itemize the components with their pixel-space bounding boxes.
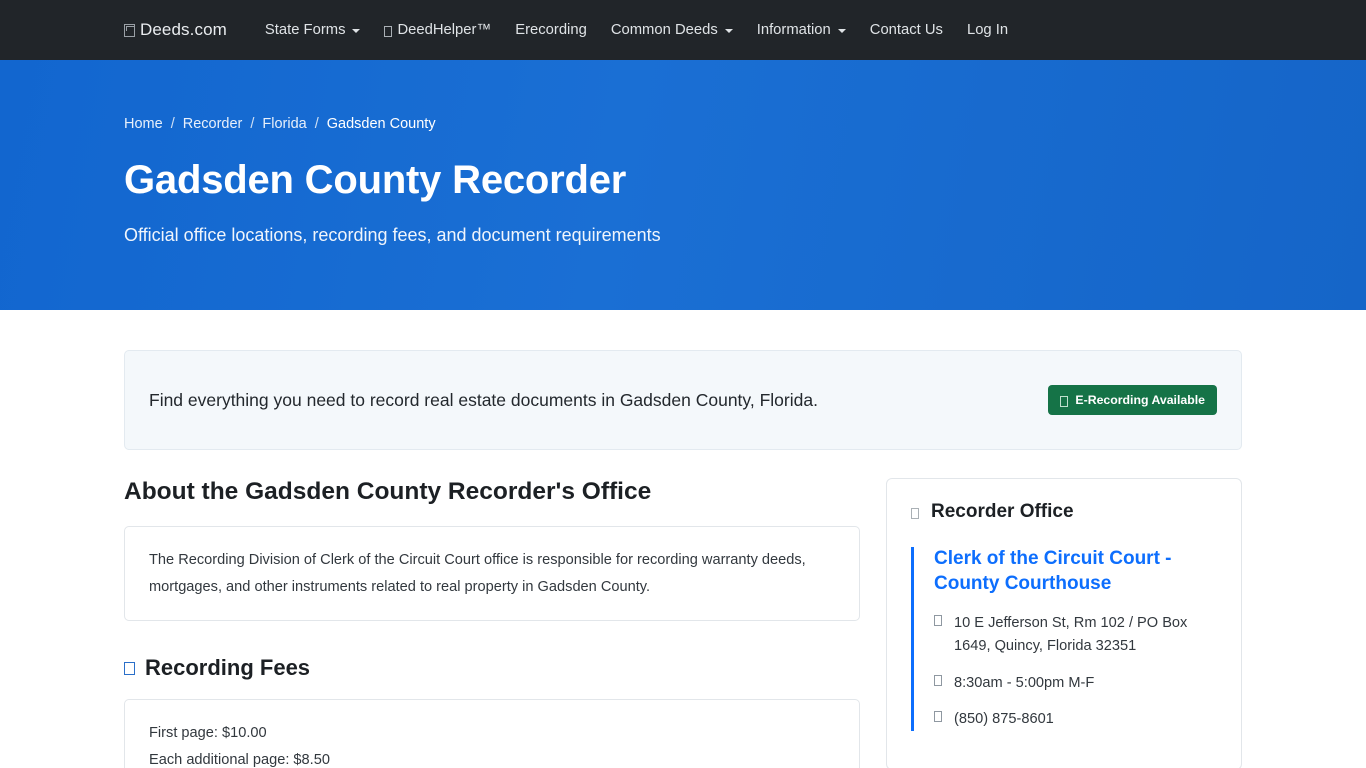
document-icon <box>124 662 135 675</box>
clock-icon <box>934 675 942 686</box>
about-card <box>124 526 860 621</box>
office-hours-row <box>934 672 1217 695</box>
nav-label: Erecording <box>515 22 587 38</box>
nav-label: DeedHelper™ <box>397 22 492 38</box>
recorder-office-heading-label: Recorder Office <box>931 501 1074 522</box>
brand-label: Deeds.com <box>140 20 227 39</box>
office-phone-row <box>934 708 1217 731</box>
main-navbar <box>0 0 1366 60</box>
nav-label: Log In <box>966 22 1009 38</box>
office-details <box>911 547 1217 731</box>
page-content <box>0 350 1366 768</box>
main-column <box>124 478 860 768</box>
intro-banner <box>124 350 1242 450</box>
nav-item-common-deeds[interactable] <box>599 22 745 38</box>
intro-banner-text: Find everything you need to record real estate documents in Gadsden County, Florida. <box>149 389 818 410</box>
phone-icon <box>934 711 942 722</box>
breadcrumb-item-current: Gadsden County <box>326 116 436 132</box>
office-name[interactable]: Clerk of the Circuit Court - County Courthouse <box>934 548 1172 594</box>
site-logo[interactable] <box>124 20 227 40</box>
breadcrumb-item-recorder[interactable]: Recorder <box>182 116 243 132</box>
sidebar-column <box>886 478 1242 768</box>
chevron-down-icon <box>838 29 846 33</box>
office-address-row <box>934 612 1217 657</box>
building-icon <box>911 508 919 519</box>
page-title: Gadsden County Recorder <box>124 158 627 202</box>
recorder-office-heading <box>911 501 1217 523</box>
status-badge-erecording[interactable] <box>1048 385 1217 415</box>
recorder-office-card <box>886 478 1242 768</box>
breadcrumb-separator: / <box>170 116 175 132</box>
breadcrumb-separator: / <box>250 116 255 132</box>
office-hours: 8:30am - 5:00pm M-F <box>954 674 1095 691</box>
nav-label: Common Deeds <box>610 22 718 38</box>
chevron-down-icon <box>352 29 360 33</box>
nav-links <box>253 22 1020 38</box>
office-phone[interactable]: (850) 875-8601 <box>954 711 1054 728</box>
location-pin-icon <box>934 615 942 626</box>
breadcrumb-separator: / <box>314 116 319 132</box>
nav-item-information[interactable] <box>745 22 858 38</box>
fees-heading <box>124 655 860 681</box>
fees-card <box>124 699 860 768</box>
office-address: 10 E Jefferson St, Rm 102 / PO Box 1649, Quincy, Florida 32351 <box>954 615 1188 654</box>
breadcrumb-item-florida[interactable]: Florida <box>262 116 307 132</box>
status-badge-label: E-Recording Available <box>1075 393 1205 407</box>
nav-item-deedhelper[interactable] <box>372 22 503 38</box>
chevron-down-icon <box>725 29 733 33</box>
fees-heading-label: Recording Fees <box>145 655 311 681</box>
nav-item-log-in[interactable] <box>955 22 1020 38</box>
nav-label: State Forms <box>264 22 346 38</box>
fee-line: First page: $10.00 <box>149 725 267 742</box>
nav-item-contact-us[interactable] <box>858 22 955 38</box>
broken-image-icon <box>124 24 135 37</box>
breadcrumb <box>124 116 1242 132</box>
content-columns <box>124 478 1242 768</box>
breadcrumb-item-home[interactable]: Home <box>124 116 163 132</box>
page-subtitle: Official office locations, recording fees, and document requirements <box>124 225 661 245</box>
nav-label: Contact Us <box>869 22 943 38</box>
fee-line: Each additional page: $8.50 <box>149 751 330 768</box>
box-icon <box>384 26 392 37</box>
about-heading: About the Gadsden County Recorder's Office <box>124 478 652 505</box>
broken-image-placeholder <box>124 20 227 40</box>
nav-item-erecording[interactable] <box>503 22 599 38</box>
nav-label: Information <box>756 22 831 38</box>
about-body: The Recording Division of Clerk of the Circuit Court office is responsible for recording warranty deeds, mortgages, and other instruments related to real property in Gadsden County. <box>149 552 806 595</box>
nav-item-state-forms[interactable] <box>253 22 373 38</box>
box-icon <box>1060 396 1068 407</box>
page-hero <box>0 60 1366 310</box>
